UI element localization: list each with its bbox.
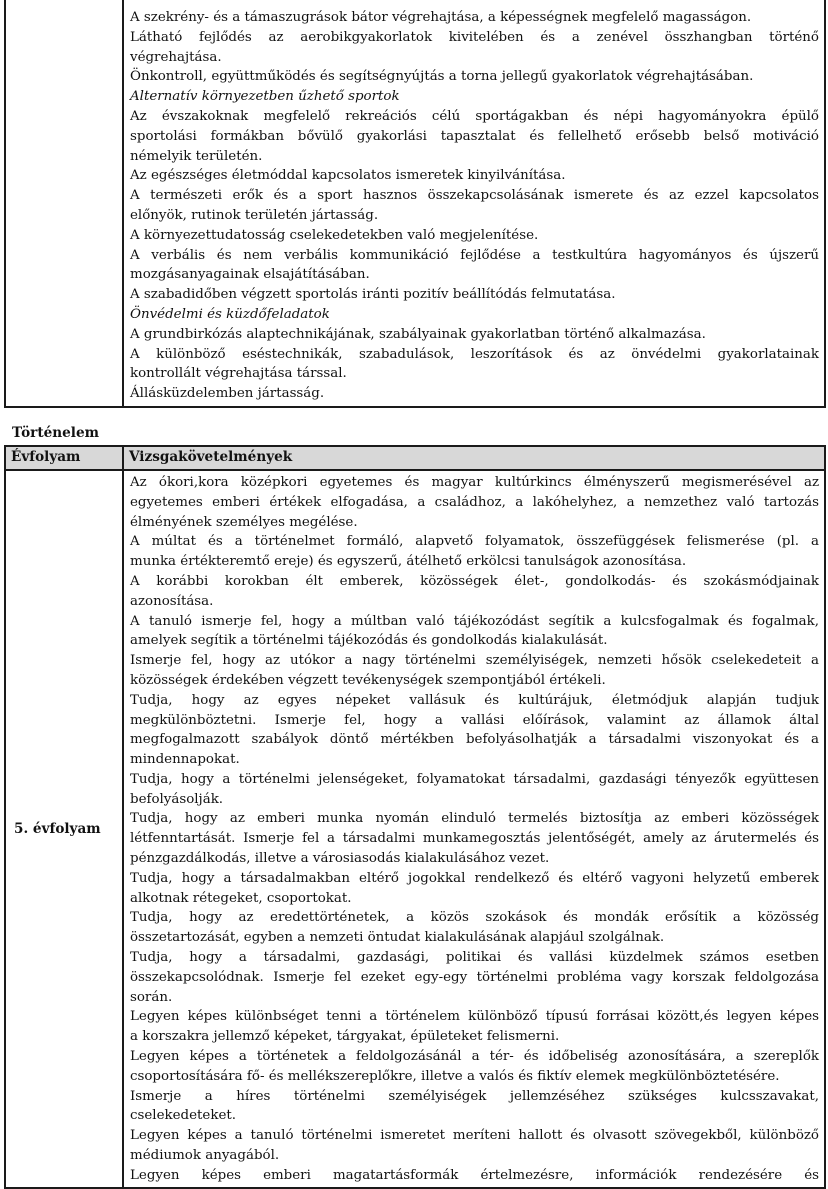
- text-line: azonosítása.: [130, 593, 214, 609]
- text-line: A különböző eséstechnikák, szabadulások, leszorítások és az önvédelmi gyakorlatainak: [130, 346, 819, 362]
- text-line: A korábbi korokban élt emberek, közösségek élet-, gondolkodás- és szokásmódjainak: [130, 573, 819, 589]
- empty-grade-cell: [5, 0, 123, 407]
- text-line: Tudja, hogy a történelmi jelenségeket, folyamatokat társadalmi, gazdasági tényezők együttesen: [130, 771, 819, 787]
- text-line: A környezettudatosság cselekedetekben való megjelenítése.: [130, 227, 539, 243]
- text-line: összetartozását, egyben a nemzeti öntudat kialakulásának alapjául szolgálnak.: [130, 930, 665, 946]
- text-line: Látható fejlődés az aerobikgyakorlatok kivitelében és a zenével összhangban történő: [130, 29, 819, 45]
- text-line: megkülönböztetni. Ismerje fel, hogy a vallási előírások, valamint az államok által: [130, 712, 819, 728]
- text-line: A szabadidőben végzett sportolás iránti pozitív beállítódás felmutatása.: [130, 287, 616, 303]
- text-line: összekapcsolódnak. Ismerje fel ezeket egy-egy történelmi probléma vagy korszak feldolgozása: [130, 969, 819, 985]
- requirements-text: [125, 472, 823, 1186]
- text-line: Az egészséges életmóddal kapcsolatos ismeretek kinyilvánítása.: [130, 168, 566, 184]
- text-line: során.: [130, 989, 173, 1005]
- text-line: Legyen képes emberi magatartásformák értelmezésre, információk rendezésére és: [130, 1167, 819, 1183]
- text-line: médiumok anyagából.: [130, 1148, 280, 1164]
- text-line: cselekedeteket.: [130, 1108, 237, 1124]
- requirements-cell: [123, 470, 825, 1188]
- text-line: Tudja, hogy az emberi munka nyomán elinduló termelés biztosítja az emberi közösségek: [130, 811, 819, 827]
- text-line: sportolási formákban bővülő gyakorlási tapasztalat és fellelhető erősebb belső motiváció: [130, 128, 819, 144]
- text-line: Tudja, hogy a társadalmakban eltérő jogokkal rendelkező és eltérő vagyoni helyzetű emberek: [130, 870, 819, 886]
- document-page: [4, 0, 824, 1189]
- text-line: A tanuló ismerje fel, hogy a múltban való tájékozódást segítik a kulcsfogalmak és fogalmak,: [130, 613, 819, 629]
- text-line: pénzgazdálkodás, illetve a városiasodás kialakulásához vezet.: [130, 851, 550, 867]
- text-line: csoportosítására fő- és mellékszereplőkre, illetve a valós és fiktív elemek megkülönböztetésére.: [130, 1068, 780, 1084]
- text-line: létfenntartását. Ismerje fel a társadalmi munkamegosztás jelentőségét, amely az árutermelés és: [130, 831, 819, 847]
- text-line: Tudja, hogy az egyes népeket vallásuk és kultúrájuk, életmódjuk alapján tudjuk: [130, 692, 819, 708]
- text-line: mindennapokat.: [130, 752, 240, 768]
- grade-cell: 5. évfolyam: [5, 470, 123, 1188]
- text-line: némelyik területén.: [130, 148, 263, 164]
- text-line: kontrollált végrehajtása társsal.: [130, 366, 347, 382]
- text-line: végrehajtása.: [130, 49, 222, 65]
- text-line: Állásküzdelemben jártasság.: [130, 386, 325, 402]
- header-requirements: Vizsgakövetelmények: [123, 446, 825, 470]
- text-line: megfogalmazott szabályok döntő mértékben befolyásolhatják a társadalmi viszonyokat és a: [130, 732, 819, 748]
- text-line: Legyen képes különbséget tenni a történelem különböző típusú forrásai között,és legyen képes: [130, 1009, 819, 1025]
- text-line: alkotnak rétegeket, csoportokat.: [130, 890, 352, 906]
- table-row: [5, 0, 825, 407]
- history-table: [4, 445, 826, 1189]
- text-line: A természeti erők és a sport hasznos összekapcsolásának ismerete és az ezzel kapcsolatos: [130, 188, 819, 204]
- text-line: Legyen képes a történetek a feldolgozásánál a tér- és időbeliség azonosítására, a szereplők: [130, 1049, 819, 1065]
- text-line: egyetemes emberi értékek elfogadása, a családhoz, a lakóhelyhez, a nemzethez való tartozás: [130, 494, 819, 510]
- physical-education-table: [4, 0, 826, 408]
- text-line: munka értékteremtő ereje) és egyszerű, átélhető erkölcsi tanulságok azonosítása.: [130, 554, 687, 570]
- section-title: Történelem: [12, 424, 99, 441]
- text-line: Legyen képes a tanuló történelmi ismeretet meríteni hallott és olvasott szövegekből, különböző: [130, 1128, 819, 1144]
- text-line: A grundbirkózás alaptechnikájának, szabályainak gyakorlatban történő alkalmazása.: [130, 326, 706, 342]
- text-line: A verbális és nem verbális kommunikáció fejlődése a testkultúra hagyományos és újszerű: [130, 247, 819, 263]
- text-line: Önkontroll, együttműködés és segítségnyújtás a torna jellegű gyakorlatok végrehajtásában.: [130, 69, 754, 85]
- text-line: befolyásolják.: [130, 791, 224, 807]
- text-line: mozgásanyagainak elsajátításában.: [130, 267, 370, 283]
- table-header-row: [5, 446, 825, 470]
- text-line: Tudja, hogy a társadalmi, gazdasági, politikai és vallási küzdelmek számos esetben: [130, 950, 819, 966]
- text-line: a korszakra jellemző képeket, tárgyakat, épületeket felismerni.: [130, 1029, 560, 1045]
- subsection-heading: Alternatív környezetben űzhető sportok: [130, 89, 400, 105]
- requirements-text: [125, 1, 823, 405]
- requirements-cell: [123, 0, 825, 407]
- text-line: közösségek érdekében végzett tevékenységek szempontjából értékeli.: [130, 672, 606, 688]
- subsection-heading: Önvédelmi és küzdőfeladatok: [130, 306, 330, 322]
- text-line: Az ókori,kora középkori egyetemes és magyar kultúrkincs élményszerű megismerésével az: [130, 474, 819, 490]
- text-line: Ismerje a híres történelmi személyiségek jellemzéséhez szükséges kulcsszavakat,: [130, 1088, 819, 1104]
- text-line: előnyök, rutinok területén jártasság.: [130, 207, 379, 223]
- table-row: [5, 470, 825, 1188]
- text-line: A múltat és a történelmet formáló, alapvető folyamatok, összefüggések felismerése (pl. a: [130, 534, 819, 550]
- header-grade: Évfolyam: [5, 446, 123, 470]
- text-line: Ismerje fel, hogy az utókor a nagy történelmi személyiségek, nemzeti hősök cselekedeteit a: [130, 653, 819, 669]
- text-line: amelyek segítik a történelmi tájékozódás és gondolkodás kialakulását.: [130, 633, 608, 649]
- text-line: A szekrény- és a támaszugrások bátor végrehajtása, a képességnek megfelelő magasságon.: [130, 10, 752, 25]
- text-line: élményének személyes megélése.: [130, 514, 358, 530]
- text-line: Az évszakoknak megfelelő rekreációs célú sportágakban és népi hagyományokra épülő: [130, 108, 819, 124]
- text-line: Tudja, hogy az eredettörténetek, a közös szokások és mondák erősítik a közösség: [130, 910, 819, 926]
